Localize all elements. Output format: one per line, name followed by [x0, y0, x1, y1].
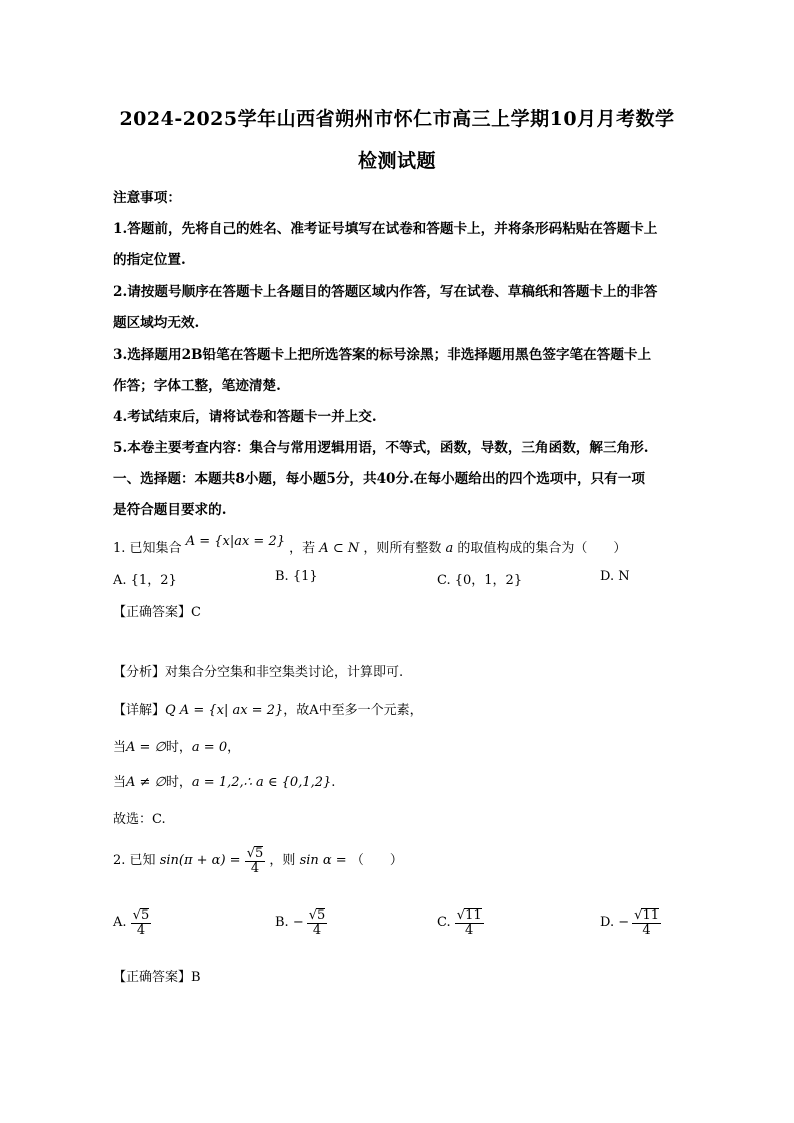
q1-case1-expr: A = ∅: [126, 740, 166, 755]
q2-prefix: 2. 已知: [113, 853, 156, 869]
q2-option-d-label: D.: [600, 915, 615, 931]
q2-option-a-den: 4: [136, 922, 146, 938]
q1-detail-label: 【详解】: [113, 703, 166, 718]
q2-option-c-rad: 11: [465, 908, 482, 923]
q1-suffix: ，则所有整数: [363, 541, 442, 556]
q1-detail: [113, 699, 423, 718]
q1-case2-pre: 当: [113, 775, 127, 790]
page-title: 2024-2025学年山西省朔州市怀仁市高三上学期10月月考数学: [119, 108, 675, 130]
q2-option-d: D. − $\frac{√11}{4}$: [600, 908, 659, 938]
q1-case-1: [113, 736, 240, 755]
q1-option-d: D. N: [600, 569, 630, 584]
q2-option-a-rad: 5: [140, 908, 150, 923]
q1-case1-val: a = 0: [191, 740, 228, 755]
q1-option-b: B. {1}: [275, 569, 318, 584]
q1-option-a: A. {1，2}: [113, 573, 177, 588]
page-title-line2: 检测试题: [357, 150, 436, 172]
note-1: 1.答题前，先将自己的姓名、准考证号填写在试卷和答题卡上，并将条形码粘贴在答题卡上: [113, 221, 658, 237]
q1-detail-rest: ，故A中至多一个元素，: [283, 703, 423, 718]
q2-option-d-sign: −: [618, 915, 630, 931]
q2-fraction-den: 4: [250, 860, 260, 876]
q2-paren: （ ）: [350, 853, 403, 869]
note-1-cont: 的指定位置.: [113, 252, 186, 268]
q1-detail-expr: Q A = {x| ax = 2}: [165, 703, 284, 718]
note-3: 3.选择题用2B铅笔在答题卡上把所选答案的标号涂黑；非选择题用黑色签字笔在答题卡上: [113, 347, 652, 363]
q2-option-b-den: 4: [312, 922, 322, 938]
q1-case2-val: a = 1,2,∴ a ∈ {0,1,2}: [191, 775, 332, 790]
note-5: 5.本卷主要考查内容：集合与常用逻辑用语，不等式，函数，导数，三角函数，解三角形.: [113, 440, 649, 456]
q2-option-d-rad: 11: [642, 908, 659, 923]
q1-answer: 【正确答案】C: [113, 605, 201, 620]
q2-ask: sin α =: [299, 853, 347, 869]
q1-suffix2: 的取值构成的集合为（ ）: [457, 541, 627, 556]
note-2: 2.请按题号顺序在答题卡上各题目的答题区域内作答，写在试卷、草稿纸和答题卡上的非答: [113, 284, 658, 300]
notes-heading: 注意事项：: [113, 190, 181, 206]
q2-option-c-label: C.: [437, 915, 451, 931]
note-3-cont: 作答；字体工整，笔迹清楚.: [113, 378, 281, 394]
question-1: [113, 534, 627, 556]
q2-lhs: sin(π + α) =: [159, 853, 241, 869]
question-2: [113, 846, 403, 875]
q2-fraction: $\frac{√5}{4}$: [246, 846, 264, 876]
note-2-cont: 题区域均无效.: [113, 315, 200, 331]
q1-case2-mid: 时，: [165, 775, 192, 790]
q1-analysis: 【分析】对集合分空集和非空集类讨论，计算即可.: [113, 665, 404, 680]
q2-option-a: A. $\frac{√5}{4}$: [113, 908, 150, 938]
q2-answer: 【正确答案】B: [113, 970, 201, 985]
q1-option-c: C. {0，1，2}: [437, 573, 523, 588]
section-heading: 一、选择题：本题共8小题，每小题5分，共40分.在每小题给出的四个选项中，只有一项: [113, 471, 645, 487]
q1-mid: ，若: [289, 541, 316, 556]
q2-option-b-rad: 5: [317, 908, 326, 923]
q1-condition: A ⊂ N: [319, 541, 360, 556]
section-heading-cont: 是符合题目要求的.: [113, 502, 227, 518]
q1-set-expr: A = {x|ax = 2}: [185, 534, 285, 549]
q2-option-c-den: 4: [465, 922, 474, 938]
q1-case1-mid: 时，: [165, 740, 192, 755]
q1-prefix: 1. 已知集合: [113, 541, 182, 556]
q1-case2-end: .: [331, 775, 336, 790]
q1-case1-pre: 当: [113, 740, 127, 755]
q2-option-a-label: A.: [113, 915, 127, 931]
q2-fraction-num: 5: [254, 846, 264, 861]
q2-option-b: B. − $\frac{√5}{4}$: [275, 908, 326, 938]
q2-option-d-den: 4: [642, 922, 651, 938]
note-4: 4.考试结束后，请将试卷和答题卡一并上交.: [113, 409, 377, 425]
q2-option-b-label: B.: [275, 915, 289, 931]
q1-conclusion: 故选：C.: [113, 812, 166, 827]
q1-case-2: [113, 771, 335, 790]
q2-mid: ，则: [269, 853, 296, 869]
q2-option-c: C. $\frac{√11}{4}$: [437, 908, 482, 938]
q1-case2-expr: A ≠ ∅: [126, 775, 166, 790]
q1-case1-end: ，: [227, 740, 241, 755]
q1-var: a: [445, 541, 454, 556]
q2-option-b-sign: −: [292, 915, 304, 931]
